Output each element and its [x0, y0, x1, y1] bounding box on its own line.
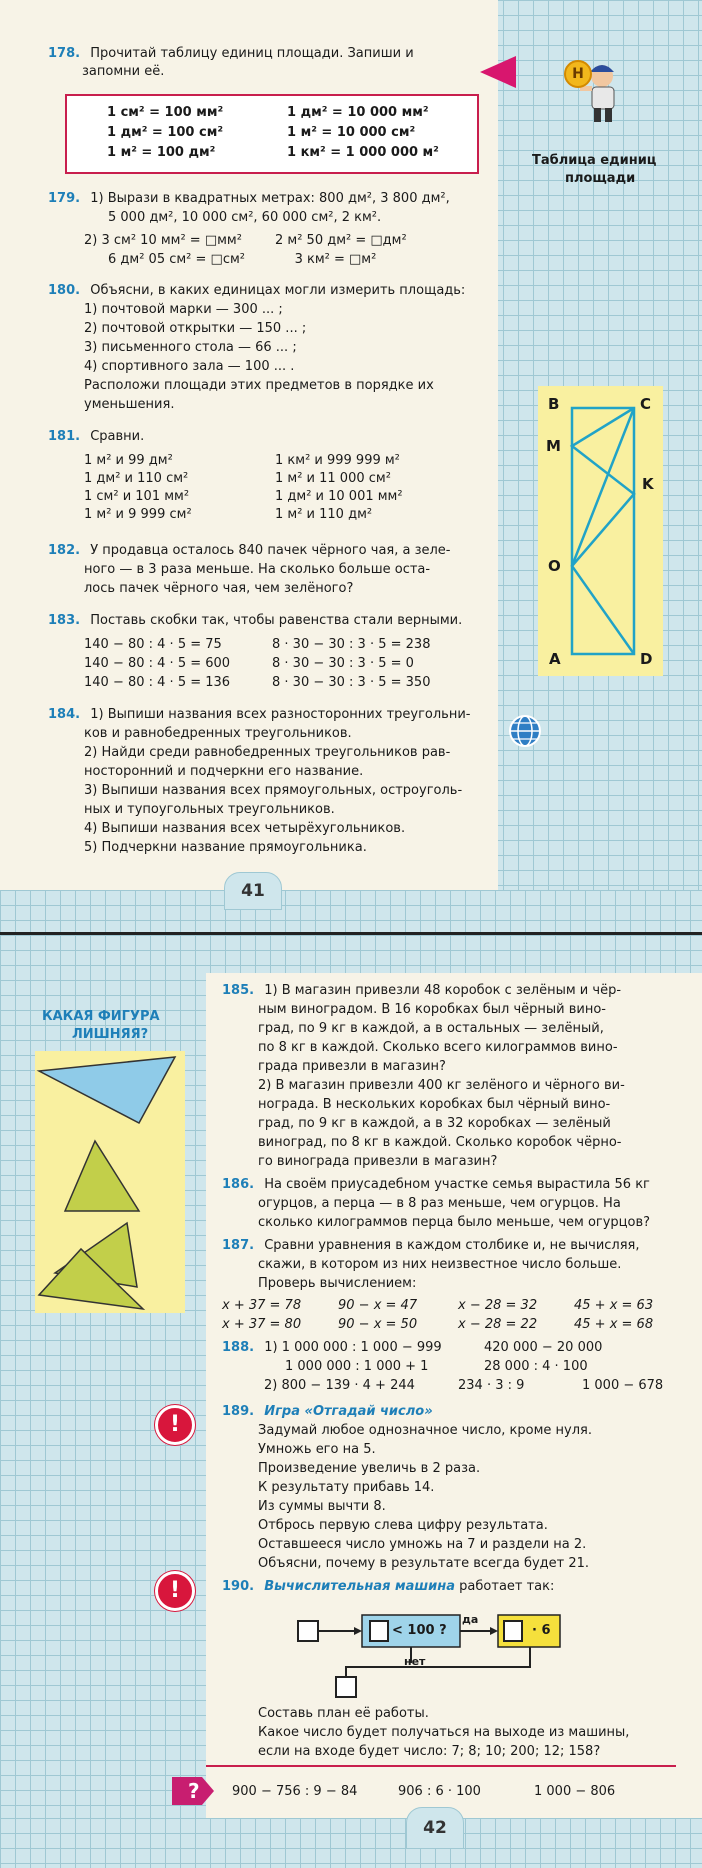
ex-line: Объясни, в каких единицах могли измерить площадь: [90, 283, 466, 298]
bottom-rule [206, 1765, 676, 1767]
compare-left: 1 см² и 101 мм² [84, 489, 190, 504]
ex185-line: по 8 кг в каждой. Сколько всего килограммов вино- [258, 1040, 618, 1055]
ex187-line: скажи, в котором из них неизвестное число больше. [258, 1257, 622, 1272]
grid-bottom [0, 1818, 702, 1868]
equation: x − 28 = 22 [458, 1317, 538, 1332]
ex-number: 187. [222, 1238, 255, 1253]
machine-operation: · 6 [532, 1623, 551, 1638]
page-number: 42 [406, 1807, 464, 1849]
ex189 [222, 1403, 433, 1421]
ex179-line: 2) 3 см² 10 мм² = □мм² 2 м² 50 дм² = □дм² [84, 233, 407, 248]
ex184 [48, 706, 471, 724]
ex186 [222, 1176, 650, 1194]
expr-right: 8 · 30 − 30 : 3 · 5 = 238 [272, 637, 431, 652]
odd-figure-title1: КАКАЯ ФИГУРА [42, 1009, 160, 1024]
ex185-line: го винограда привезли в магазин? [258, 1154, 498, 1169]
ex189-line: Оставшееся число умножь на 7 и раздели на 2. [258, 1537, 587, 1552]
expr-right: 8 · 30 − 30 : 3 · 5 = 0 [272, 656, 414, 671]
machine-no: нет [404, 1655, 426, 1668]
page-41 [0, 0, 702, 932]
ex189-line: К результату прибавь 14. [258, 1480, 435, 1495]
compare-right: 1 км² и 999 999 м² [275, 453, 400, 468]
ex189-line: Задумай любое однозначное число, кроме нуля. [258, 1423, 592, 1438]
triangle-blue [39, 1057, 175, 1123]
ex188-expr: 234 · 3 : 9 [458, 1378, 525, 1393]
equation: x − 28 = 32 [458, 1298, 538, 1313]
equation: x + 37 = 78 [222, 1298, 302, 1313]
ex-line: 1) Выпиши названия всех разносторонних треугольни- [90, 707, 471, 722]
ex180-line: Расположи площади этих предметов в порядке их [84, 378, 434, 393]
ex-number: 183. [48, 613, 81, 628]
equation: x + 37 = 80 [222, 1317, 302, 1332]
ex182-line: лось пачек чёрного чая, чем зелёного? [84, 581, 354, 596]
machine-diagram [290, 1603, 580, 1699]
ex186-line: сколько килограммов перца было меньше, чем огурцов? [258, 1215, 651, 1230]
ex181 [48, 428, 144, 446]
ex184-line: 5) Подчеркни название прямоугольника. [84, 840, 367, 855]
svg-text:?: ? [188, 1779, 200, 1803]
ex-number: 184. [48, 707, 81, 722]
ex187 [222, 1237, 640, 1255]
ex189-line: Произведение увеличь в 2 раза. [258, 1461, 481, 1476]
ex-line: 1) Вырази в квадратных метрах: 800 дм², 3 800 дм², [90, 191, 450, 206]
compare-left: 1 м² и 9 999 см² [84, 507, 192, 522]
ex-number: 189. [222, 1404, 255, 1419]
ex-line: У продавца осталось 840 пачек чёрного чая, а зеле- [90, 543, 451, 558]
geometry-figure [538, 386, 663, 676]
label-m: M [546, 437, 561, 455]
ex190-line: если на входе будет число: 7; 8; 10; 200; 12; 158? [258, 1744, 601, 1759]
unit-cell: 1 см² = 100 мм² [107, 105, 224, 120]
ex189-line: Из суммы вычти 8. [258, 1499, 386, 1514]
expr-left: 140 − 80 : 4 · 5 = 136 [84, 675, 231, 690]
label-o: O [548, 557, 561, 575]
label-k: K [642, 475, 654, 493]
ex190 [222, 1578, 554, 1596]
ex-number: 185. [222, 983, 255, 998]
ex188-expr: 28 000 : 4 · 100 [484, 1359, 588, 1374]
compare-left: 1 дм² и 110 см² [84, 471, 189, 486]
unit-cell: 1 км² = 1 000 000 м² [287, 145, 439, 160]
unit-cell: 1 дм² = 10 000 мм² [287, 105, 429, 120]
odd-figure-shapes [35, 1051, 185, 1313]
compare-right: 1 м² и 110 дм² [275, 507, 373, 522]
label-b: B [548, 395, 560, 413]
ex-title: Игра «Отгадай число» [264, 1404, 433, 1419]
ex-number: 190. [222, 1579, 255, 1594]
ex185 [222, 982, 621, 1000]
grid-bottom [0, 890, 702, 932]
machine-yes: да [462, 1613, 479, 1626]
ex184-line: 4) Выпиши названия всех четырёхугольников. [84, 821, 406, 836]
equation: 45 + x = 63 [574, 1298, 654, 1313]
machine-condition: < 100 ? [392, 1623, 447, 1638]
sidebar-title-line2: площади [565, 171, 636, 186]
triangle-green-1 [65, 1141, 139, 1211]
ex188-expr: 420 000 − 20 000 [484, 1340, 603, 1355]
equation: 90 − x = 47 [338, 1298, 418, 1313]
ex189-line: Умножь его на 5. [258, 1442, 376, 1457]
ex185-line: града привезли в магазин? [258, 1059, 446, 1074]
label-a: A [549, 650, 561, 668]
ex-text: Прочитай таблицу единиц площади. Запиши и [90, 46, 414, 61]
label-d: D [640, 650, 653, 668]
input-box [298, 1621, 318, 1641]
ex185-line: ным виноградом. В 16 коробках был чёрный вино- [258, 1002, 606, 1017]
ex184-line: ных и тупоугольных треугольников. [84, 802, 335, 817]
ex188-expr: 1 000 − 678 [582, 1378, 664, 1393]
ex184-line: 2) Найди среди равнобедренных треугольников рав- [84, 745, 451, 760]
ex185-line: виноград, по 8 кг в каждой. Сколько коробок чёрно- [258, 1135, 622, 1150]
unit-cell: 1 м² = 10 000 см² [287, 125, 416, 140]
expr-right: 8 · 30 − 30 : 3 · 5 = 350 [272, 675, 431, 690]
ex-title: Сравни. [90, 429, 145, 444]
question-badge-icon [172, 1773, 216, 1809]
odd-figure-title2: ЛИШНЯЯ? [72, 1027, 149, 1042]
ex-line: Сравни уравнения в каждом столбике и, не вычисляя, [264, 1238, 640, 1253]
warning-icon: ! [155, 1405, 195, 1445]
ex-expr: 1) 1 000 000 : 1 000 − 999 [264, 1340, 442, 1355]
ex-number: 178. [48, 46, 81, 61]
compare-right: 1 м² и 11 000 см² [275, 471, 391, 486]
ex-line: На своём приусадебном участке семья вырастила 56 кг [264, 1177, 650, 1192]
page-number: 41 [224, 872, 282, 910]
ex-number: 182. [48, 543, 81, 558]
ex180-line: 2) почтовой открытки — 150 ... ; [84, 321, 307, 336]
units-table [65, 94, 479, 174]
ex185-line: град, по 9 кг в каждой, а в 32 коробках — зелёный [258, 1116, 611, 1131]
expr-left: 140 − 80 : 4 · 5 = 75 [84, 637, 222, 652]
warning-icon: ! [155, 1571, 195, 1611]
grid-top [0, 935, 702, 973]
ex-number: 180. [48, 283, 81, 298]
ex188-expr: 1 000 000 : 1 000 + 1 [285, 1359, 429, 1374]
zigzag-lines [572, 408, 634, 654]
bottom-expr: 906 : 6 · 100 [398, 1784, 481, 1799]
ex184-line: носторонний и подчеркни его название. [84, 764, 364, 779]
equation: 45 + x = 68 [574, 1317, 654, 1332]
ex-line: 1) В магазин привезли 48 коробок с зелёным и чёр- [264, 983, 622, 998]
ex-title-rest: работает так: [455, 1579, 555, 1594]
ex179-line: 5 000 дм², 10 000 см², 60 000 см², 2 км². [108, 210, 382, 225]
output-box [336, 1677, 356, 1697]
ex188-expr: 2) 800 − 139 · 4 + 244 [264, 1378, 415, 1393]
compare-left: 1 м² и 99 дм² [84, 453, 173, 468]
ex-number: 186. [222, 1177, 255, 1192]
bottom-expr: 900 − 756 : 9 − 84 [232, 1784, 358, 1799]
ex182-line: ного — в 3 раза меньше. На сколько больше оста- [84, 562, 431, 577]
ex-number: 179. [48, 191, 81, 206]
sidebar-title-line1: Таблица единиц [532, 153, 657, 168]
ex179 [48, 190, 450, 208]
letter-badge: Н [564, 60, 592, 88]
unit-cell: 1 дм² = 100 см² [107, 125, 224, 140]
page-42 [0, 935, 702, 1868]
ex178 [48, 45, 414, 63]
ex190-line: Составь план её работы. [258, 1706, 429, 1721]
ex180-line: 4) спортивного зала — 100 ... . [84, 359, 295, 374]
ex180-line: уменьшения. [84, 397, 175, 412]
label-c: C [640, 395, 652, 413]
ex187-line: Проверь вычислением: [258, 1276, 417, 1291]
equation: 90 − x = 50 [338, 1317, 418, 1332]
globe-icon [508, 714, 542, 748]
unit-cell: 1 м² = 100 дм² [107, 145, 216, 160]
ex185-line: 2) В магазин привезли 400 кг зелёного и чёрного ви- [258, 1078, 625, 1093]
ex178-line2: запомни её. [82, 64, 165, 79]
ex185-line: нограда. В нескольких коробках был чёрный вино- [258, 1097, 611, 1112]
ex179-line: 6 дм² 05 см² = □см² 3 км² = □м² [108, 252, 377, 267]
ex184-line: ков и равнобедренных треугольников. [84, 726, 352, 741]
ex-title-italic: Вычислительная машина [264, 1579, 456, 1594]
ex186-line: огурцов, а перца — в 8 раз меньше, чем огурцов. На [258, 1196, 621, 1211]
ex-number: 181. [48, 429, 81, 444]
ex185-line: град, по 9 кг в каждой, а в остальных — зелёный, [258, 1021, 604, 1036]
bottom-expr: 1 000 − 806 [534, 1784, 616, 1799]
ex184-line: 3) Выпиши названия всех прямоугольных, остроуголь- [84, 783, 463, 798]
ex180 [48, 282, 465, 300]
ex190-line: Какое число будет получаться на выходе из машины, [258, 1725, 630, 1740]
ex189-line: Объясни, почему в результате всегда будет 21. [258, 1556, 590, 1571]
ex188 [222, 1339, 442, 1357]
ex183 [48, 612, 462, 630]
ex-title: Поставь скобки так, чтобы равенства стали верными. [90, 613, 463, 628]
ex-number: 188. [222, 1340, 255, 1355]
pointer-triangle-icon [480, 52, 520, 92]
compare-right: 1 дм² и 10 001 мм² [275, 489, 403, 504]
ex189-line: Отбрось первую слева цифру результата. [258, 1518, 548, 1533]
ex180-line: 3) письменного стола — 66 ... ; [84, 340, 297, 355]
ex180-line: 1) почтовой марки — 300 ... ; [84, 302, 283, 317]
expr-left: 140 − 80 : 4 · 5 = 600 [84, 656, 231, 671]
ex182 [48, 542, 451, 560]
